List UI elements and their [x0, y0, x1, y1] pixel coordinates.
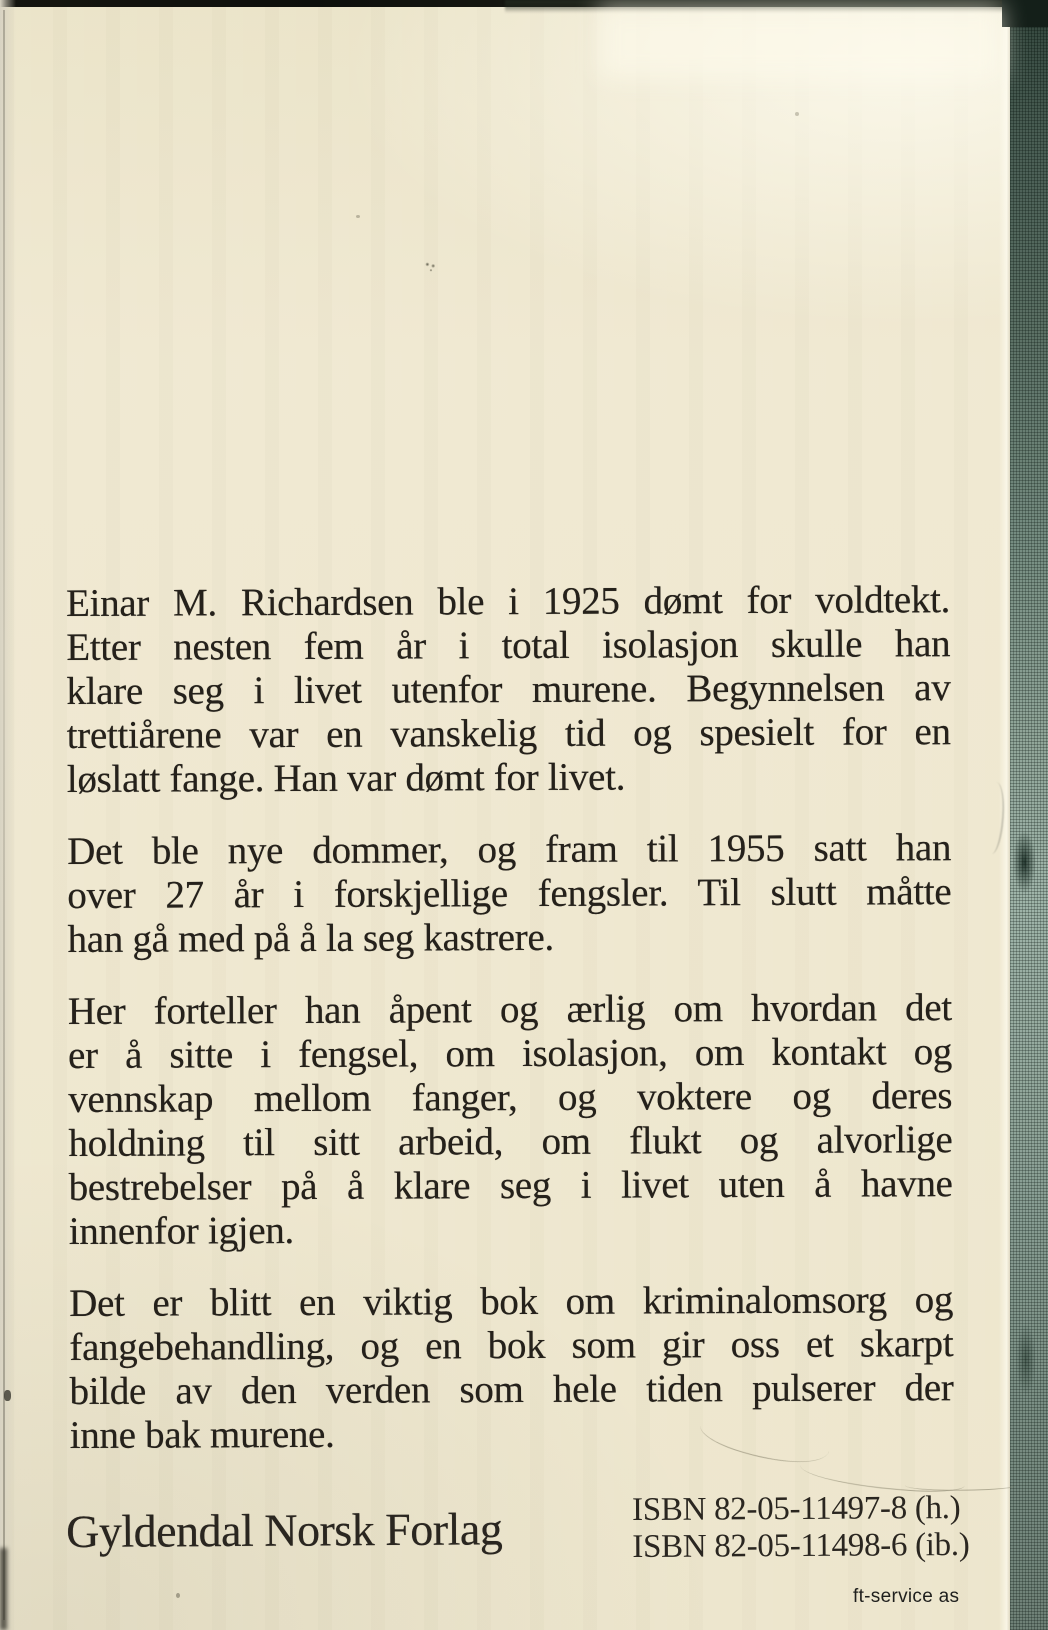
blurb-paragraph-1: [66, 578, 951, 802]
blurb-line: trettiårene var en vanskelig tid og spesielt for en: [66, 710, 951, 757]
blurb-line: over 27 år i forskjellige fengsler. Til slutt måtte: [67, 870, 952, 917]
blurb-line: inne bak murene.: [69, 1412, 335, 1457]
scan-bottom-left-shadow: [0, 1548, 7, 1630]
blurb-line: Einar M. Richardsen ble i 1925 dømt for voldtekt.: [66, 578, 951, 625]
blurb-line: holdning til sitt arbeid, om flukt og alvorlige: [68, 1118, 953, 1165]
blurb-line: Det er blitt en viktig bok om kriminalomsorg og: [69, 1278, 954, 1325]
blurb-line: vennskap mellom fanger, og voktere og deres: [68, 1074, 953, 1121]
blurb-text: [66, 578, 954, 1486]
paper-glare-band: [598, 6, 1002, 78]
isbn-bound: ISBN 82-05-11498-6 (ib.): [632, 1526, 970, 1565]
blurb-line: Her forteller han åpent og ærlig om hvordan det: [67, 986, 952, 1033]
scan-left-edge-line: [3, 10, 5, 1620]
blurb-line: han gå med på å la seg kastrere.: [67, 915, 554, 961]
blurb-paragraph-4: [69, 1278, 954, 1458]
paper-speck: [176, 1593, 180, 1598]
blurb-line: bestrebelser på å klare seg i livet uten å havne: [68, 1162, 953, 1209]
blurb-line: bilde av den verden som hele tiden pulserer der: [69, 1366, 954, 1413]
isbn-block: [632, 1490, 970, 1566]
blurb-paragraph-2: [67, 826, 952, 962]
blurb-line: løslatt fange. Han var dømt for livet.: [66, 755, 626, 801]
blurb-line: fangebehandling, og en bok som gir oss et skarpt: [69, 1322, 954, 1369]
blurb-line: innenfor igjen.: [68, 1209, 295, 1253]
blurb-line: klare seg i livet utenfor murene. Begynnelsen av: [66, 666, 951, 713]
printer-credit: ft-service as: [853, 1586, 960, 1607]
spine-cloth-edge: [1010, 0, 1048, 1630]
edge-blot: [4, 1390, 11, 1401]
paper-speck: [795, 112, 799, 116]
isbn-hardcover: ISBN 82-05-11497-8 (h.): [632, 1489, 961, 1528]
blurb-line: er å sitte i fengsel, om isolasjon, om kontakt og: [67, 1030, 953, 1077]
blurb-line: Etter nesten fem år i total isolasjon skulle han: [66, 622, 951, 669]
ink-speck: [423, 259, 439, 274]
scan-top-right-corner: [1002, 0, 1048, 27]
publisher-name: Gyldendal Norsk Forlag: [66, 1503, 503, 1557]
blurb-paragraph-3: [68, 986, 953, 1254]
blurb-line: Det ble nye dommer, og fram til 1955 satt han: [67, 826, 952, 873]
paper-speck: [356, 215, 360, 218]
